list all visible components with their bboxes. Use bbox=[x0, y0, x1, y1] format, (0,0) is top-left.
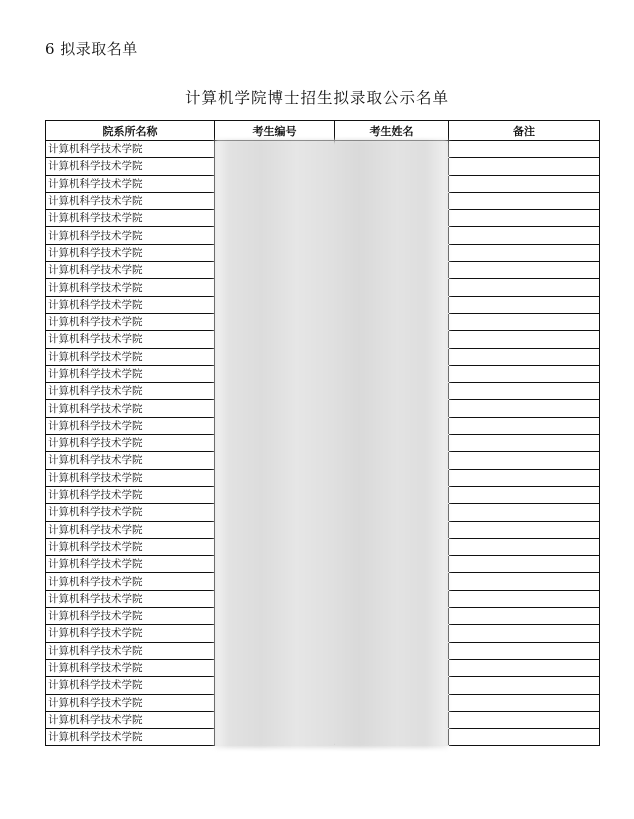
cell-department: 计算机科学技术学院 bbox=[46, 556, 215, 573]
cell-department: 计算机科学技术学院 bbox=[46, 313, 215, 330]
cell-remarks bbox=[449, 244, 600, 261]
cell-department: 计算机科学技术学院 bbox=[46, 331, 215, 348]
cell-department: 计算机科学技术学院 bbox=[46, 677, 215, 694]
cell-remarks bbox=[449, 262, 600, 279]
cell-remarks bbox=[449, 192, 600, 209]
cell-department: 计算机科学技术学院 bbox=[46, 711, 215, 728]
cell-department: 计算机科学技术学院 bbox=[46, 486, 215, 503]
cell-remarks bbox=[449, 400, 600, 417]
redaction-blur bbox=[215, 140, 448, 748]
cell-remarks bbox=[449, 504, 600, 521]
cell-remarks bbox=[449, 141, 600, 158]
cell-remarks bbox=[449, 227, 600, 244]
cell-department: 计算机科学技术学院 bbox=[46, 348, 215, 365]
cell-remarks bbox=[449, 659, 600, 676]
cell-department: 计算机科学技术学院 bbox=[46, 608, 215, 625]
cell-remarks bbox=[449, 642, 600, 659]
cell-department: 计算机科学技术学院 bbox=[46, 158, 215, 175]
cell-remarks bbox=[449, 296, 600, 313]
cell-department: 计算机科学技术学院 bbox=[46, 383, 215, 400]
cell-remarks bbox=[449, 608, 600, 625]
cell-remarks bbox=[449, 711, 600, 728]
cell-remarks bbox=[449, 469, 600, 486]
cell-remarks bbox=[449, 625, 600, 642]
cell-department: 计算机科学技术学院 bbox=[46, 659, 215, 676]
cell-department: 计算机科学技术学院 bbox=[46, 227, 215, 244]
cell-department: 计算机科学技术学院 bbox=[46, 573, 215, 590]
cell-department: 计算机科学技术学院 bbox=[46, 175, 215, 192]
cell-remarks bbox=[449, 694, 600, 711]
cell-remarks bbox=[449, 175, 600, 192]
section-heading: 6 拟录取名单 bbox=[45, 40, 138, 58]
cell-remarks bbox=[449, 521, 600, 538]
cell-remarks bbox=[449, 313, 600, 330]
cell-department: 计算机科学技术学院 bbox=[46, 365, 215, 382]
cell-remarks bbox=[449, 729, 600, 746]
cell-department: 计算机科学技术学院 bbox=[46, 590, 215, 607]
cell-department: 计算机科学技术学院 bbox=[46, 452, 215, 469]
cell-remarks bbox=[449, 348, 600, 365]
cell-remarks bbox=[449, 417, 600, 434]
header-candidate-id: 考生编号 bbox=[215, 121, 335, 141]
cell-department: 计算机科学技术学院 bbox=[46, 625, 215, 642]
cell-department: 计算机科学技术学院 bbox=[46, 400, 215, 417]
header-candidate-name: 考生姓名 bbox=[335, 121, 449, 141]
document-title: 计算机学院博士招生拟录取公示名单 bbox=[184, 89, 449, 107]
cell-remarks bbox=[449, 556, 600, 573]
cell-remarks bbox=[449, 365, 600, 382]
cell-department: 计算机科学技术学院 bbox=[46, 521, 215, 538]
cell-department: 计算机科学技术学院 bbox=[46, 262, 215, 279]
cell-department: 计算机科学技术学院 bbox=[46, 469, 215, 486]
cell-department: 计算机科学技术学院 bbox=[46, 141, 215, 158]
cell-department: 计算机科学技术学院 bbox=[46, 279, 215, 296]
cell-remarks bbox=[449, 677, 600, 694]
cell-department: 计算机科学技术学院 bbox=[46, 296, 215, 313]
cell-remarks bbox=[449, 538, 600, 555]
header-remarks: 备注 bbox=[449, 121, 600, 141]
cell-remarks bbox=[449, 210, 600, 227]
cell-remarks bbox=[449, 331, 600, 348]
cell-department: 计算机科学技术学院 bbox=[46, 417, 215, 434]
header-department: 院系所名称 bbox=[46, 121, 215, 141]
cell-remarks bbox=[449, 590, 600, 607]
cell-department: 计算机科学技术学院 bbox=[46, 210, 215, 227]
cell-department: 计算机科学技术学院 bbox=[46, 435, 215, 452]
cell-remarks bbox=[449, 573, 600, 590]
cell-department: 计算机科学技术学院 bbox=[46, 504, 215, 521]
cell-remarks bbox=[449, 452, 600, 469]
cell-remarks bbox=[449, 486, 600, 503]
table-header-row bbox=[46, 121, 600, 141]
cell-remarks bbox=[449, 435, 600, 452]
cell-remarks bbox=[449, 158, 600, 175]
cell-department: 计算机科学技术学院 bbox=[46, 538, 215, 555]
cell-department: 计算机科学技术学院 bbox=[46, 694, 215, 711]
cell-remarks bbox=[449, 279, 600, 296]
cell-department: 计算机科学技术学院 bbox=[46, 642, 215, 659]
cell-remarks bbox=[449, 383, 600, 400]
cell-department: 计算机科学技术学院 bbox=[46, 729, 215, 746]
cell-department: 计算机科学技术学院 bbox=[46, 192, 215, 209]
cell-department: 计算机科学技术学院 bbox=[46, 244, 215, 261]
